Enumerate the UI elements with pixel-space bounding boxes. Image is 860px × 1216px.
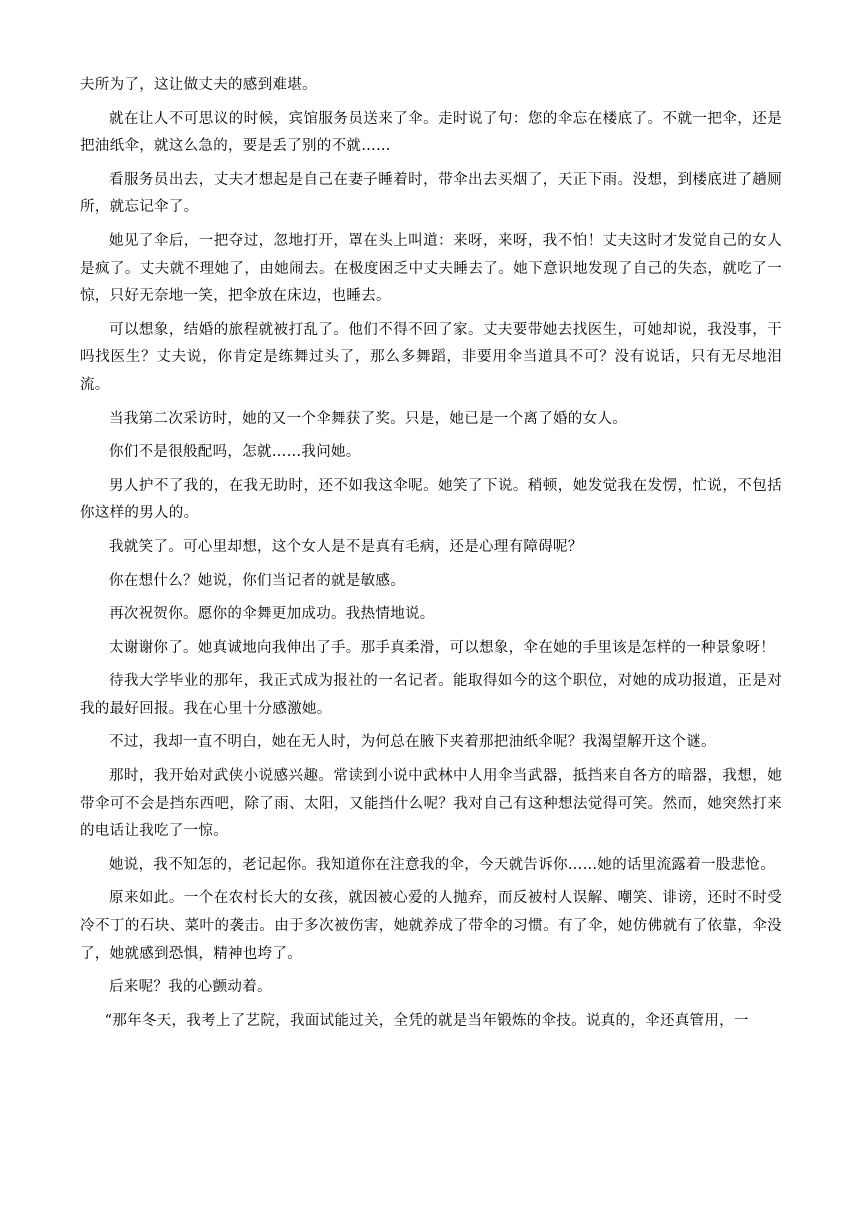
- paragraph: 她见了伞后，一把夺过，忽地打开，罩在头上叫道：来呀，来呀，我不怕！丈夫这时才发觉自己的女人是疯了。丈夫就不理她了，由她闹去。在极度困乏中丈夫睡去了。她下意识地发现了自己的失态，就吃了一惊，只好无奈地一笑，把伞放在床边，也睡去。: [80, 232, 782, 305]
- paragraph: 太谢谢你了。她真诚地向我伸出了手。那手真柔滑，可以想象，伞在她的手里该是怎样的一种景象呀！: [109, 639, 775, 656]
- paragraph: 后来呢？我的心颤动着。: [109, 979, 272, 996]
- paragraph: 她说，我不知怎的，老记起你。我知道你在注意我的伞，今天就告诉你……她的话里流露着一股悲怆。: [109, 856, 775, 873]
- paragraph: 你在想什么？她说，你们当记者的就是敏感。: [109, 572, 405, 589]
- paragraph: 当我第二次采访时，她的又一个伞舞获了奖。只是，她已是一个离了婚的女人。: [109, 410, 627, 427]
- paragraph: 就在让人不可思议的时候，宾馆服务员送来了伞。走时说了句：您的伞忘在楼底了。不就一把伞，还是把油纸伞，就这么急的，要是丢了别的不就……: [80, 110, 782, 155]
- paragraph: 那时，我开始对武侠小说感兴趣。常读到小说中武林中人用伞当武器，抵挡来自各方的暗器，我想，她带伞可不会是挡东西吧，除了雨、太阳，又能挡什么呢？我对自己有这种想法觉得可笑。然而，她突然打来的电话让我吃了一惊。: [80, 768, 782, 840]
- paragraph: 不过，我却一直不明白，她在无人时，为何总在腋下夹着那把油纸伞呢？我渴望解开这个谜。: [109, 734, 716, 751]
- paragraph: 你们不是很般配吗，怎就……我问她。: [109, 444, 361, 461]
- article-body: [80, 72, 782, 1041]
- paragraph: 我就笑了。可心里却想，这个女人是不是真有毛病，还是心理有障碍呢？: [109, 538, 583, 555]
- paragraph: 再次祝贺你。愿你的伞舞更加成功。我热情地说。: [109, 606, 435, 623]
- paragraph: 待我大学毕业的那年，我正式成为报社的一名记者。能取得如今的这个职位，对她的成功报道，正是对我的最好回报。我在心里十分感激她。: [80, 673, 782, 717]
- paragraph: 可以想象，结婚的旅程就被打乱了。他们不得不回了家。丈夫要带她去找医生，可她却说，我没事，干吗找医生？丈夫说，你肯定是练舞过头了，那么多舞蹈，非要用伞当道具不可？没有说话，只有无尽地泪流。: [80, 321, 782, 393]
- paragraph: “那年冬天，我考上了艺院，我面试能过关，全凭的就是当年锻炼的伞技。说真的，伞还真管用，一: [104, 1012, 749, 1029]
- paragraph: 看服务员出去，丈夫才想起是自己在妻子睡着时，带伞出去买烟了，天正下雨。没想，到楼底进了趟厕所，就忘记伞了。: [80, 171, 782, 216]
- paragraph: 原来如此。一个在农村长大的女孩，就因被心爱的人抛弃，而反被村人误解、嘲笑、诽谤，还时不时受冷不丁的石块、菜叶的袭击。由于多次被伤害，她就养成了带伞的习惯。有了伞，她仿佛就有了依靠，伞没了，她就感到恐惧，精神也垮了。: [80, 890, 782, 962]
- paragraph: 男人护不了我的，在我无助时，还不如我这伞呢。她笑了下说。稍顿，她发觉我在发愣，忙说，不包括你这样的男人的。: [80, 477, 782, 522]
- paragraph: 夫所为了，这让做丈夫的感到难堪。: [80, 77, 317, 93]
